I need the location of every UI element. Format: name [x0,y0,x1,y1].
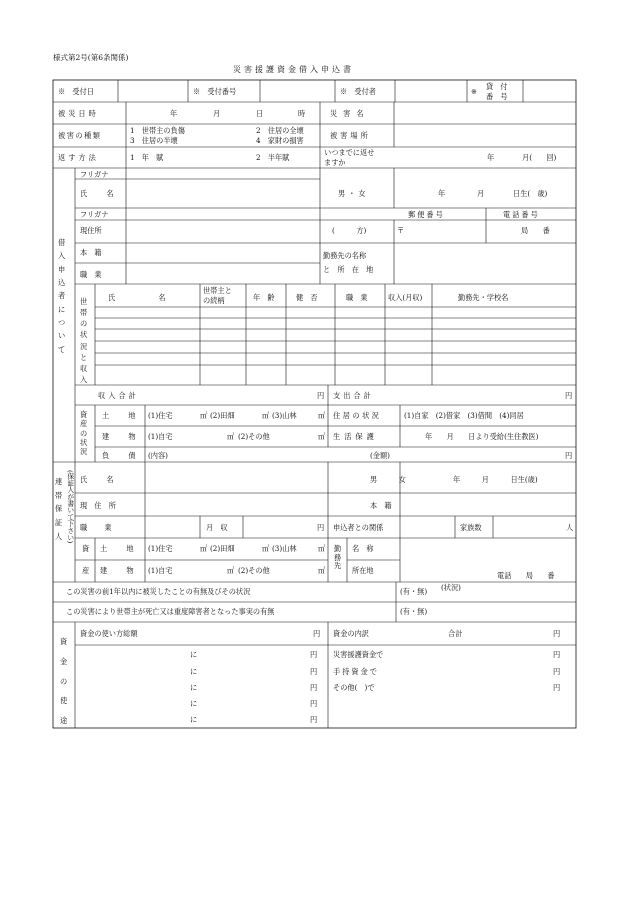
household-col-relation-1: 世帯主と [203,286,232,295]
month-unit: 月 [213,109,221,118]
applicant-name-label: 氏 名 [80,189,120,198]
accept-date-label: ※ 受付日 [58,87,94,96]
land-opt-3: (3)山林 [272,411,297,420]
accept-number-label: ※ 受付番号 [193,87,237,96]
disaster-date-label: 被災日時 [58,109,99,118]
year-unit: 年 [170,109,178,118]
damage-type-3: 3 住居の半壊 [130,136,178,145]
land-unit-3: ㎡ [318,411,326,420]
debt-label: 負 債 [102,451,142,460]
debt-content: (内容) [148,451,168,460]
funds-yen-1: 円 [310,650,318,659]
funds-sum-label: 合計 [448,629,463,638]
guarantor-building-label: 建 物 [100,566,140,575]
guarantor-assets-1: 資 [82,544,90,553]
occupation-label: 職 業 [80,270,102,279]
income-yen: 円 [317,391,325,400]
expense-total-label: 支出合計 [333,391,374,400]
housing-label: 住居の状況 [333,411,382,420]
funds-own: 手持資金で [333,667,379,676]
funds-ni-3: に [190,683,198,692]
g-land-unit-3: ㎡ [318,544,326,553]
form-number: 様式第2号(第6条関係) [53,53,129,62]
land-label: 土 地 [102,411,142,420]
g-building-unit-1: ㎡ [227,566,235,575]
guarantor-work-name: 名 称 [352,544,374,553]
question-2-answer: (有・無) [400,607,428,616]
land-unit-1: ㎡ [200,411,208,420]
funds-breakdown-label: 資金の内訳 [333,629,369,638]
receiver-label: ※ 受付者 [340,87,376,96]
household-col-name: 氏 名 [108,293,166,302]
debt-amount: (金額) [370,451,390,460]
building-opt-2: (2)その他 [238,432,270,441]
guarantor-work-place: 所在地 [352,566,374,575]
damage-type-1: 1 世帯主の負傷 [130,126,185,135]
expense-yen: 円 [565,391,573,400]
repay-when-label-1: いつまでに返せ [324,148,375,157]
furigana-label-2: フリガナ [80,210,109,219]
question-2: この災害により世帯主が死亡又は重度障害者となった事実の有無 [66,607,275,616]
income-total-label: 収入合計 [98,391,139,400]
guarantor-income-yen: 円 [317,523,325,532]
repay-semiannual: 2 半年賦 [256,153,290,162]
loan-number-label-1: 貸 付 [486,82,508,91]
disaster-name-label: 災害名 [330,109,370,118]
postal-mark: 〒 [397,226,405,235]
guarantor-phone: 電話 局 番 [497,571,555,580]
g-building-opt-2: (2)その他 [238,566,270,575]
repay-annual: 1 年 賦 [130,153,164,162]
hour-unit: 時 [298,109,306,118]
furigana-label: フリガナ [80,170,109,179]
guarantor-work-side: 勤 務 先 [334,544,342,571]
household-col-age: 年 齢 [253,293,275,302]
funds-yen-3: 円 [310,683,318,692]
guarantor-note: (保証人が書いて下さい) [65,470,74,544]
birth-year: 年 [438,189,446,198]
land-unit-2: ㎡ [262,411,270,420]
address-label: 現住所 [80,226,102,235]
funds-ni-2: に [190,667,198,676]
housing-options: (1)自家 (2)借家 (3)借間 (4)同居 [404,411,524,420]
household-col-income: 収入(月収) [388,293,423,302]
work-label-1: 勤務先の名称 [323,251,367,260]
address-paren: ( 方) [332,226,367,235]
repay-year-unit: 年 [487,153,495,162]
g-land-opt-2: (2)田畑 [210,544,235,553]
guarantor-side-label: 連 帯 保 証 人 [55,477,63,541]
loan-number-label-2: 番 号 [486,92,508,101]
g-land-opt-1: (1)住宅 [148,544,173,553]
guarantor-relation-label: 申込者との関係 [333,523,384,532]
damage-place-label: 被害場所 [330,131,371,140]
damage-type-2: 2 住居の全壊 [256,126,304,135]
funds-sum-yen: 円 [553,629,561,638]
funds-ni-1: に [190,650,198,659]
guarantor-occupation-label: 職 業 [80,523,117,532]
work-label-2: と 所 在 地 [323,265,374,274]
funds-own-yen: 円 [553,667,561,676]
household-col-health: 健 否 [296,293,318,302]
funds-yen-2: 円 [310,667,318,676]
household-col-job: 職 業 [346,293,368,302]
funds-side-label: 資 金 の 使 途 [60,637,68,726]
guarantor-name-label: 氏 名 [80,475,120,484]
household-col-workplace: 勤務先・学校名 [458,293,509,302]
day-unit: 日 [256,109,264,118]
guarantor-domicile-label: 本 籍 [370,501,392,510]
repay-when-label-2: ますか [324,158,346,167]
applicant-side-label: 借 入 申 込 者 に つ い て [58,238,66,354]
guarantor-birth: 年 月 日生(歳) [453,475,538,484]
funds-ni-5: に [190,715,198,724]
household-side-label: 世 帯 の 状 況 と 収 入 [80,297,88,385]
damage-type-label: 被害の種類 [58,131,102,140]
repay-month-times: 月( 回) [522,153,557,162]
guarantor-monthly-income: 月 収 [206,523,228,532]
building-label: 建 物 [102,432,142,441]
postal-label: 郵便番号 [408,210,445,219]
birth-day-age: 日生( 歳) [513,189,548,198]
building-opt-1: (1)自宅 [148,432,173,441]
damage-type-4: 4 家財の損害 [256,136,304,145]
funds-other-yen: 円 [553,683,561,692]
household-col-relation-2: の続柄 [203,296,225,305]
funds-total-label: 資金の使い方総額 [80,629,138,638]
guarantor-gender: 男 女 [370,475,406,484]
guarantor-address-label: 現 住 所 [80,501,116,510]
funds-other: その他( )で [333,683,375,692]
funds-yen-5: 円 [310,715,318,724]
welfare-text: 年 月 日より受給(生住教医) [425,432,539,441]
guarantor-family-label: 家族数 [460,523,482,532]
land-opt-1: (1)住宅 [148,411,173,420]
funds-relief-yen: 円 [553,650,561,659]
building-unit-2: ㎡ [318,432,326,441]
g-building-unit-2: ㎡ [318,566,326,575]
assets-side-label: 資 産 の 状 況 [80,410,88,457]
land-opt-2: (2)田畑 [210,411,235,420]
g-land-unit-1: ㎡ [200,544,208,553]
guarantor-person-unit: 人 [566,523,574,532]
loan-mark: ※ [471,87,478,96]
phone-bureau: 局 番 [521,226,550,235]
applicant-gender: 男・女 [338,189,369,198]
funds-yen-4: 円 [310,699,318,708]
funds-total-yen: 円 [313,629,321,638]
debt-yen: 円 [565,451,573,460]
repay-method-label: 返す方法 [58,153,99,162]
birth-month: 月 [477,189,485,198]
question-1-status: (状況) [441,583,461,592]
funds-ni-4: に [190,699,198,708]
phone-label: 電話番号 [503,210,540,219]
funds-relief: 災害援護資金で [333,650,384,659]
domicile-label: 本 籍 [80,248,102,257]
g-building-opt-1: (1)自宅 [148,566,173,575]
building-unit-1: ㎡ [227,432,235,441]
g-land-unit-2: ㎡ [262,544,270,553]
form-title: 災害援護資金借入申込書 [233,65,354,74]
question-1: この災害の前1年以内に被災したことの有無及びその状況 [66,587,251,596]
guarantor-assets-2: 産 [82,566,90,575]
welfare-label: 生活保護 [333,432,378,441]
question-1-answer: (有・無) [400,587,428,596]
guarantor-land-label: 土 地 [100,544,140,553]
g-land-opt-3: (3)山林 [272,544,297,553]
